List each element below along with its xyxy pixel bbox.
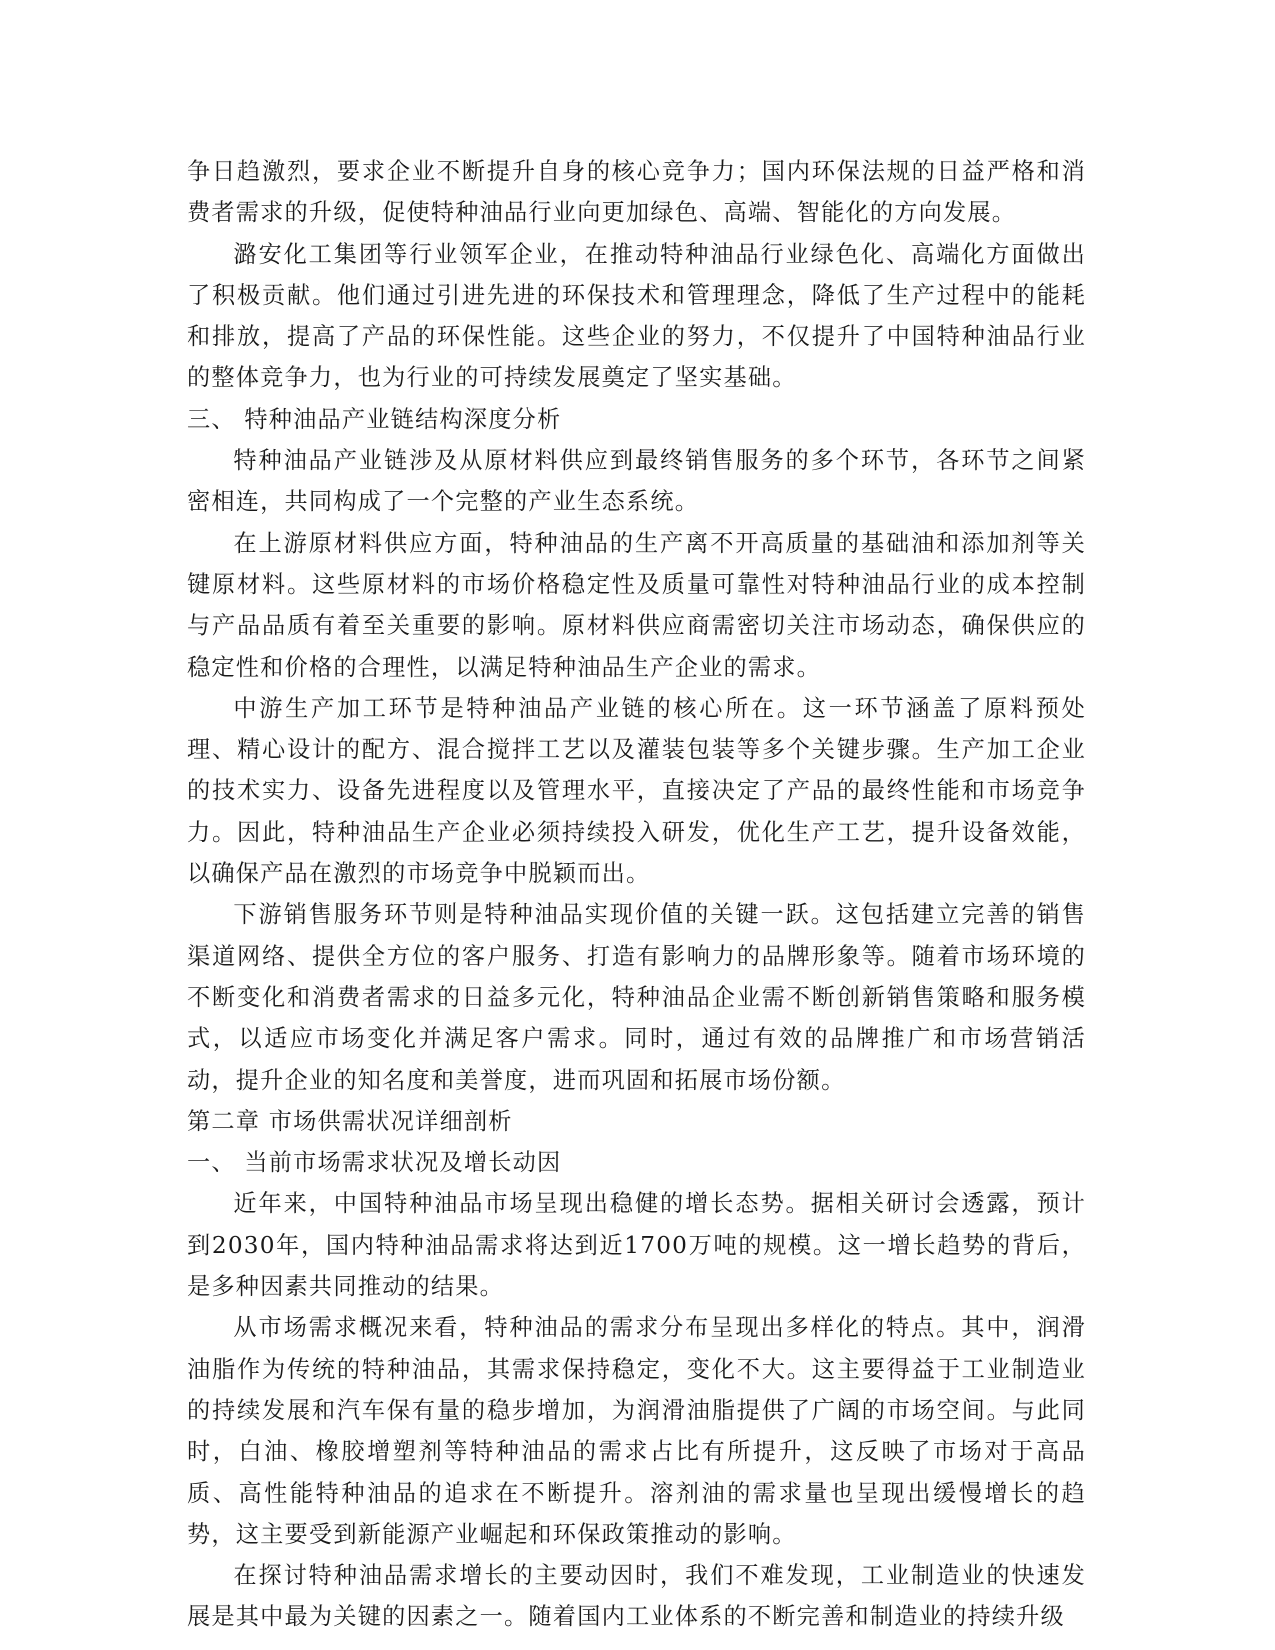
paragraph-continued: 争日趋激烈，要求企业不断提升自身的核心竞争力；国内环保法规的日益严格和消费者需求的升级，促使特种油品行业向更加绿色、高端、智能化的方向发展。 bbox=[187, 158, 1086, 227]
paragraph-growth-drivers: 在探讨特种油品需求增长的主要动因时，我们不难发现，工业制造业的快速发展是其中最为关键的因素之一。随着国内工业体系的不断完善和制造业的持续升级 bbox=[187, 1562, 1086, 1631]
paragraph-industry-chain-intro: 特种油品产业链涉及从原材料供应到最终销售服务的多个环节，各环节之间紧密相连，共同构成了一个完整的产业生态系统。 bbox=[187, 447, 1086, 516]
paragraph-market-growth: 近年来，中国特种油品市场呈现出稳健的增长态势。据相关研讨会透露，预计到2030年，国内特种油品需求将达到近1700万吨的规模。这一增长趋势的背后，是多种因素共同推动的结果。 bbox=[187, 1190, 1086, 1301]
paragraph-upstream: 在上游原材料供应方面，特种油品的生产离不开高质量的基础油和添加剂等关键原材料。这些原材料的市场价格稳定性及质量可靠性对特种油品行业的成本控制与产品品质有着至关重要的影响。原材料供应商需密切关注市场动态，确保供应的稳定性和价格的合理性，以满足特种油品生产企业的需求。 bbox=[187, 529, 1086, 681]
paragraph-leading-enterprises: 潞安化工集团等行业领军企业，在推动特种油品行业绿色化、高端化方面做出了积极贡献。他们通过引进先进的环保技术和管理理念，降低了生产过程中的能耗和排放，提高了产品的环保性能。这些企业的努力，不仅提升了中国特种油品行业的整体竞争力，也为行业的可持续发展奠定了坚实基础。 bbox=[187, 240, 1086, 392]
paragraph-downstream: 下游销售服务环节则是特种油品实现价值的关键一跃。这包括建立完善的销售渠道网络、提供全方位的客户服务、打造有影响力的品牌形象等。随着市场环境的不断变化和消费者需求的日益多元化，特种油品企业需不断创新销售策略和服务模式，以适应市场变化并满足客户需求。同时，通过有效的品牌推广和市场营销活动，提升企业的知名度和美誉度，进而巩固和拓展市场份额。 bbox=[187, 901, 1086, 1094]
section-heading-3: 三、 特种油品产业链结构深度分析 bbox=[187, 405, 562, 433]
paragraph-demand-overview: 从市场需求概况来看，特种油品的需求分布呈现出多样化的特点。其中，润滑油脂作为传统的特种油品，其需求保持稳定，变化不大。这主要得益于工业制造业的持续发展和汽车保有量的稳步增加，为润滑油脂提供了广阔的市场空间。与此同时，白油、橡胶增塑剂等特种油品的需求占比有所提升，这反映了市场对于高品质、高性能特种油品的追求在不断提升。溶剂油的需求量也呈现出缓慢增长的趋势，这主要受到新能源产业崛起和环保政策推动的影响。 bbox=[187, 1314, 1086, 1548]
section-heading-1: 一、 当前市场需求状况及增长动因 bbox=[187, 1149, 562, 1177]
chapter-heading-2: 第二章 市场供需状况详细剖析 bbox=[187, 1107, 513, 1135]
paragraph-midstream: 中游生产加工环节是特种油品产业链的核心所在。这一环节涵盖了原料预处理、精心设计的配方、混合搅拌工艺以及灌装包装等多个关键步骤。生产加工企业的技术实力、设备先进程度以及管理水平，直接决定了产品的最终性能和市场竞争力。因此，特种油品生产企业必须持续投入研发，优化生产工艺，提升设备效能，以确保产品在激烈的市场竞争中脱颖而出。 bbox=[187, 694, 1086, 888]
document-page bbox=[187, 151, 1086, 1638]
